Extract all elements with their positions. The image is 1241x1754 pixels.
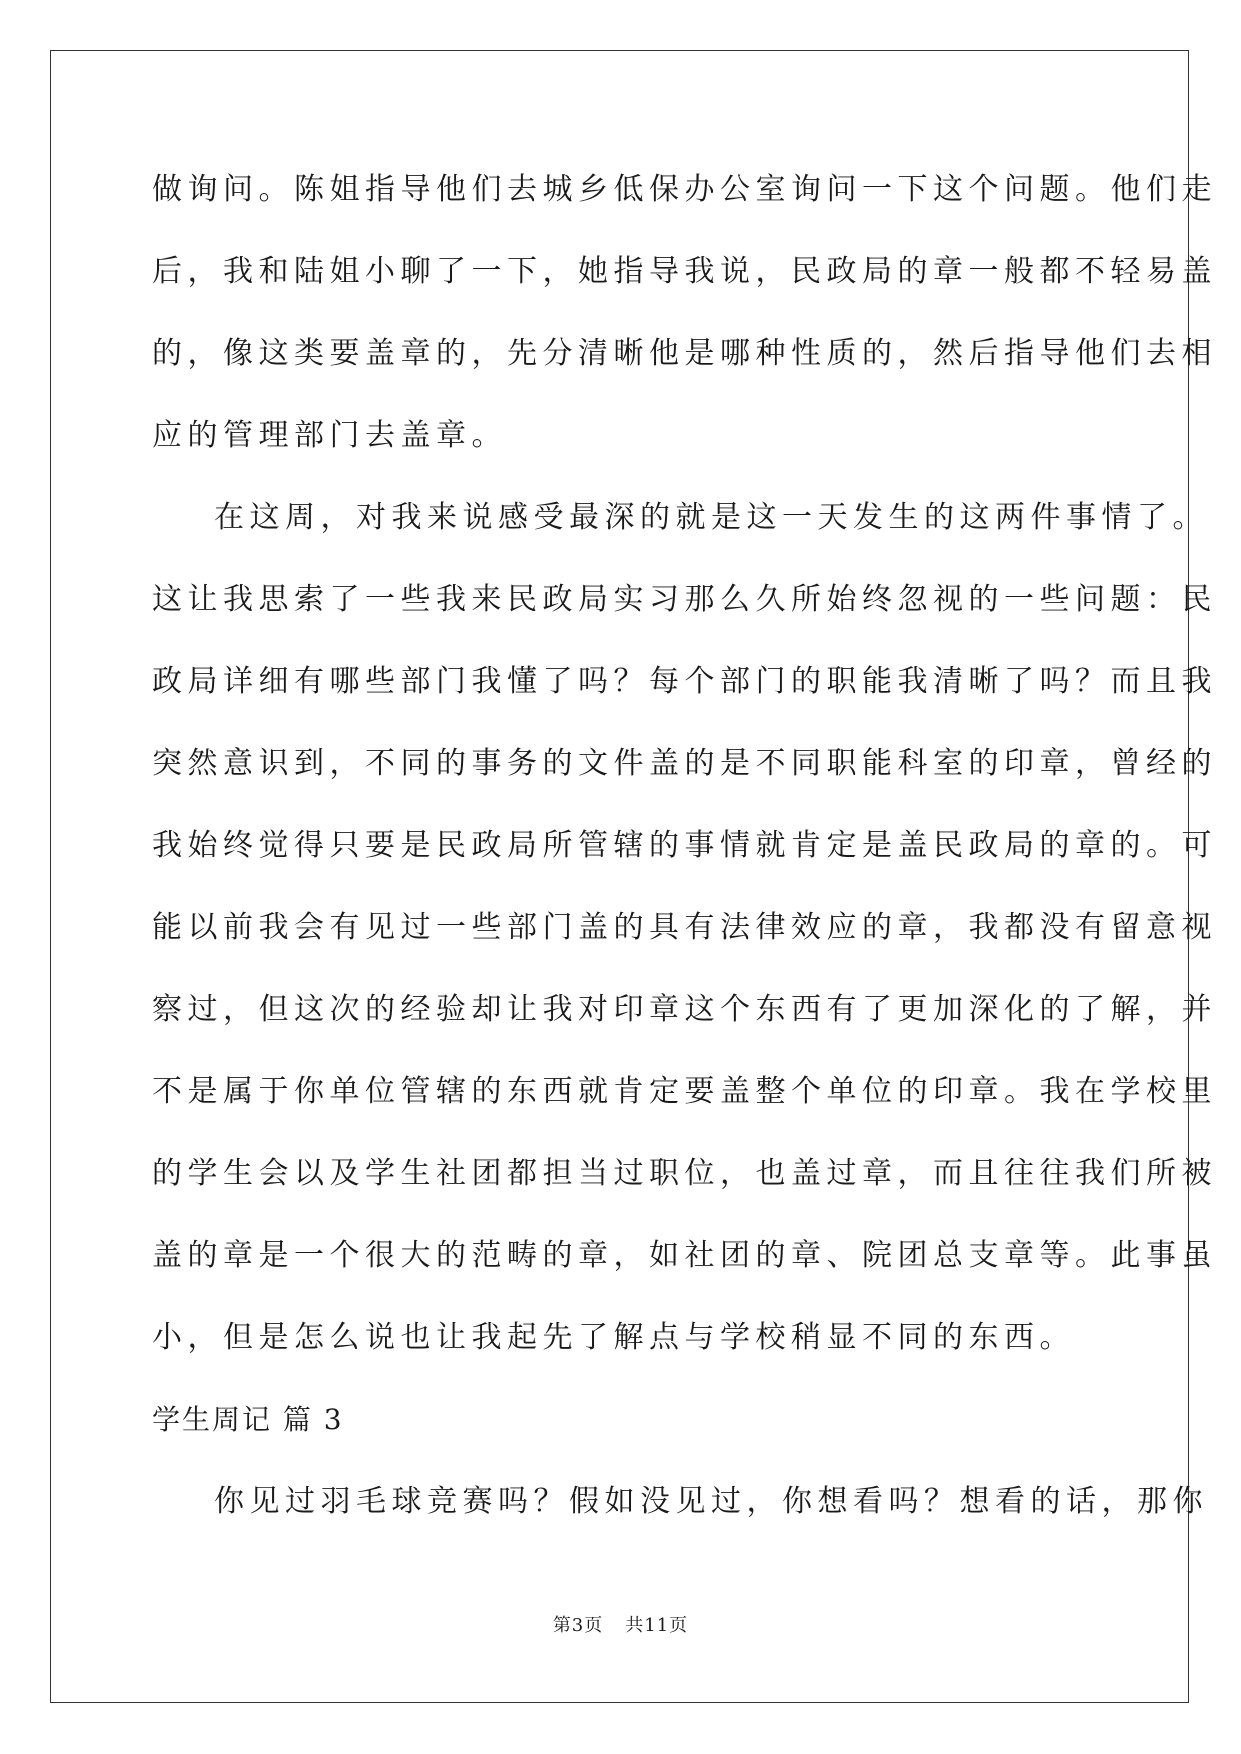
text-line: 不是属于你单位管辖的东西就肯定要盖整个单位的印章。我在学校里 bbox=[152, 1074, 1217, 1109]
text-line: 我始终觉得只要是民政局所管辖的事情就肯定是盖民政局的章的。可 bbox=[152, 828, 1217, 863]
text-line: 突然意识到，不同的事务的文件盖的是不同职能科室的印章，曾经的 bbox=[152, 746, 1217, 781]
page-number: 第3页 bbox=[552, 1615, 604, 1636]
text-line: 这让我思索了一些我来民政局实习那么久所始终忽视的一些问题：民 bbox=[152, 582, 1217, 617]
text-line: 后，我和陆姐小聊了一下，她指导我说，民政局的章一般都不轻易盖 bbox=[152, 254, 1217, 289]
text-line: 盖的章是一个很大的范畴的章，如社团的章、院团总支章等。此事虽 bbox=[152, 1238, 1217, 1273]
text-line: 的，像这类要盖章的，先分清晰他是哪种性质的，然后指导他们去相 bbox=[152, 336, 1217, 371]
text-line: 的学生会以及学生社团都担当过职位，也盖过章，而且往往我们所被 bbox=[152, 1156, 1217, 1191]
text-line: 在这周，对我来说感受最深的就是这一天发生的这两件事情了。 bbox=[214, 500, 1208, 535]
page-footer bbox=[0, 1611, 1241, 1637]
text-line: 小，但是怎么说也让我起先了解点与学校稍显不同的东西。 bbox=[152, 1320, 1075, 1355]
text-line: 做询问。陈姐指导他们去城乡低保办公室询问一下这个问题。他们走 bbox=[152, 172, 1217, 207]
text-line: 你见过羽毛球竞赛吗？假如没见过，你想看吗？想看的话，那你 bbox=[214, 1484, 1208, 1519]
document-body bbox=[152, 160, 1217, 1554]
text-line: 察过，但这次的经验却让我对印章这个东西有了更加深化的了解，并 bbox=[152, 992, 1217, 1027]
text-line: 能以前我会有见过一些部门盖的具有法律效应的章，我都没有留意视 bbox=[152, 910, 1217, 945]
page-total: 共11页 bbox=[625, 1615, 689, 1636]
section-heading: 学生周记 篇 3 bbox=[152, 1403, 344, 1436]
text-line: 政局详细有哪些部门我懂了吗？每个部门的职能我清晰了吗？而且我 bbox=[152, 664, 1217, 699]
text-line: 应的管理部门去盖章。 bbox=[152, 418, 507, 453]
